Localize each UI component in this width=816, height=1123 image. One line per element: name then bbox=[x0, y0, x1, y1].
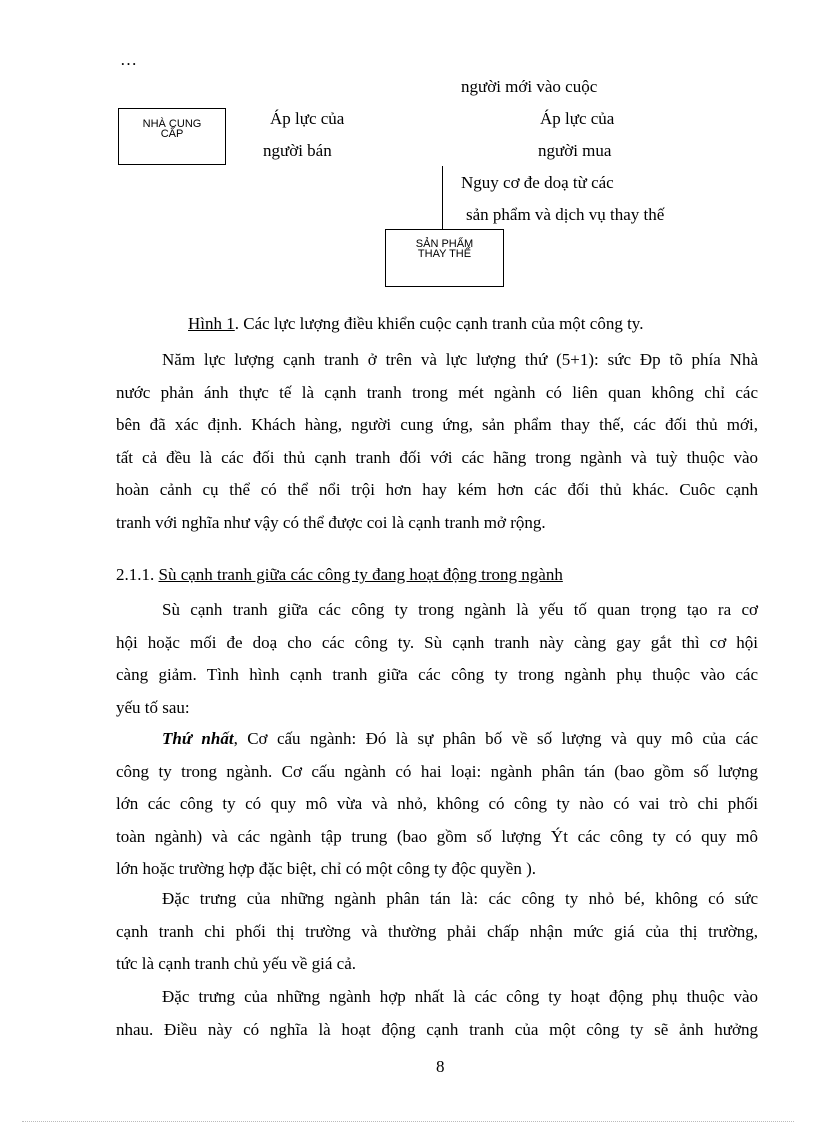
paragraph-line: Đặc trưng của những ngành hợp nhất là các công ty hoạt động phụ thuộc vào bbox=[162, 987, 758, 1006]
paragraph-line bbox=[116, 723, 758, 756]
ellipsis: … bbox=[120, 50, 137, 69]
page-number: 8 bbox=[436, 1057, 445, 1076]
substitute-box-line-1: SẢN PHẨM bbox=[415, 238, 474, 250]
paragraph-2 bbox=[116, 594, 758, 724]
substitute-box bbox=[385, 229, 504, 287]
paragraph-line: hoàn cảnh cụ thể có thể nổi trội hơn hay kém hơn các đối thủ khác. Cuôc cạnh bbox=[116, 480, 758, 499]
substitute-box-line-2: THAY THẾ bbox=[417, 248, 472, 260]
supplier-box-line-1: NHÀ CUNG bbox=[142, 118, 202, 130]
figure-caption-text: . Các lực lượng điều khiển cuộc cạnh tranh của một công ty. bbox=[234, 314, 644, 333]
paragraph-line: Đặc trưng của những ngành phân tán là: các công ty nhỏ bé, không có sức bbox=[162, 889, 758, 908]
paragraph-5 bbox=[116, 981, 758, 1046]
buyer-pressure-line-2: người mua bbox=[538, 141, 612, 160]
paragraph-line: bên đã xác định. Khách hàng, người cung ứng, sản phẩm thay thế, các đối thủ mới, bbox=[116, 415, 758, 434]
section-number: 2.1.1. bbox=[116, 565, 159, 584]
supplier-box-line-2: CẤP bbox=[160, 128, 184, 140]
paragraph-line: nhau. Điều này có nghĩa là hoạt động cạnh tranh của một công ty sẽ ảnh hưởng bbox=[116, 1019, 758, 1039]
paragraph-line: tranh với nghĩa như vậy có thể được coi là cạnh tranh mở rộng. bbox=[116, 512, 546, 532]
paragraph-line: tất cả đều là các đối thủ cạnh tranh đối với các hãng trong ngành và tuỳ thuộc vào bbox=[116, 447, 758, 467]
supplier-box bbox=[118, 108, 226, 165]
paragraph-line: Năm lực lượng cạnh tranh ở trên và lực lượng thứ (5+1): sức Ðp tõ phía Nhà bbox=[162, 350, 758, 369]
paragraph-line: công ty trong ngành. Cơ cấu ngành có hai loại: ngành phân tán (bao gồm số lượng bbox=[116, 761, 758, 781]
paragraph-line: lớn hoặc trường hợp đặc biệt, chỉ có một công ty độc quyền ). bbox=[116, 859, 536, 878]
section-heading bbox=[116, 565, 563, 585]
seller-pressure-line-2: người bán bbox=[263, 141, 332, 160]
paragraph-line: hội hoặc mối đe doạ cho các công ty. Sù cạnh tranh này càng gay gắt thì cơ hội bbox=[116, 632, 758, 652]
connector-line bbox=[442, 166, 443, 229]
paragraph-line: nước phản ánh thực tế là cạnh tranh trong mét ngành có liên quan không chỉ các bbox=[116, 382, 758, 402]
figure-caption-label: Hình 1 bbox=[188, 314, 235, 333]
paragraph-1 bbox=[116, 344, 758, 539]
paragraph-line: càng giảm. Tình hình cạnh tranh giữa các công ty trong ngành phụ thuộc vào các bbox=[116, 665, 758, 684]
emphasis-lead: Thứ nhất bbox=[162, 729, 234, 748]
seller-pressure-line-1: Áp lực của bbox=[270, 109, 345, 128]
paragraph-line: yếu tố sau: bbox=[116, 697, 190, 717]
substitute-threat-line-1: Nguy cơ đe doạ từ các bbox=[461, 173, 614, 192]
paragraph-line: cạnh tranh chi phối thị trường và thường phải chấp nhận mức giá của thị trường, bbox=[116, 921, 758, 941]
paragraph-line: toàn ngành) và các ngành tập trung (bao gồm số lượng Ýt các công ty có quy mô bbox=[116, 826, 758, 846]
substitute-threat-line-2: sản phẩm và dịch vụ thay thế bbox=[466, 205, 665, 224]
paragraph-3 bbox=[116, 723, 758, 886]
new-entrants-label: người mới vào cuộc bbox=[461, 77, 598, 96]
page-border-dots bbox=[22, 1121, 794, 1122]
paragraph-line: Sù cạnh tranh giữa các công ty trong ngành là yếu tố quan trọng tạo ra cơ bbox=[162, 600, 758, 619]
section-title: Sù cạnh tranh giữa các công ty đang hoạt động trong ngành bbox=[158, 565, 563, 584]
figure-caption bbox=[188, 314, 643, 334]
paragraph-line: tức là cạnh tranh chủ yếu về giá cả. bbox=[116, 954, 357, 973]
buyer-pressure-line-1: Áp lực của bbox=[540, 109, 615, 128]
paragraph-line-rest: , Cơ cấu ngành: Đó là sự phân bố về số lượng và quy mô của các bbox=[233, 729, 758, 748]
paragraph-4 bbox=[116, 883, 758, 981]
paragraph-line: lớn các công ty có quy mô vừa và nhỏ, không có công ty nào có vai trò chi phối bbox=[116, 794, 758, 813]
